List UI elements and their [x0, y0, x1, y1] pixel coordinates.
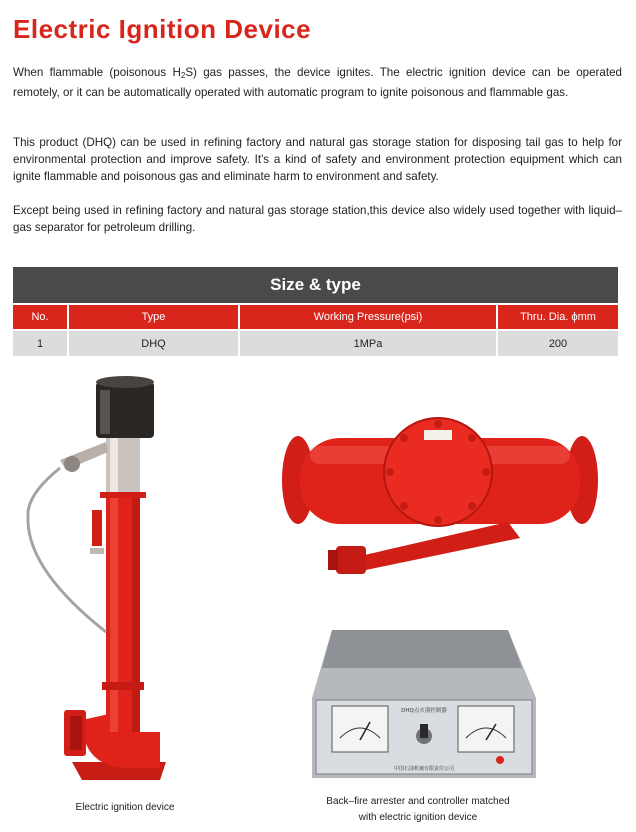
arrester-caption-line1: Back–fire arrester and controller matched — [326, 796, 510, 807]
header-pressure: Working Pressure(psi) — [240, 305, 498, 329]
cell-type: DHQ — [69, 331, 240, 356]
intro-text-start: When flammable (poisonous H — [13, 66, 181, 79]
header-type: Type — [69, 305, 240, 329]
cell-no: 1 — [13, 331, 69, 356]
h2-subscript: 2 — [180, 71, 186, 80]
table-header-row — [13, 305, 618, 329]
cell-pressure: 1MPa — [240, 331, 498, 356]
size-type-table — [13, 267, 618, 355]
page-title: Electric Ignition Device — [13, 14, 312, 44]
intro-text-end: S) gas passes, the device ignites. The electric ignition device can be operated remotely, or it can be automatically operated with automatic program to ignite poisonous and flammable gas. — [13, 66, 622, 99]
device-caption: Electric ignition device — [75, 802, 175, 813]
controller-label: DHQ点火器控制器 — [401, 708, 447, 714]
arrester-caption — [300, 794, 536, 826]
arrester-photo — [280, 410, 600, 600]
controller-maker-label: 中国石油机械有限责任公司 — [393, 766, 455, 772]
table-title: Size & type — [13, 267, 618, 303]
intro-paragraph — [13, 64, 622, 101]
usage-paragraph: This product (DHQ) can be used in refining factory and natural gas storage station for disposing tail gas to help for environmental protection and improve safety. It's a kind of safety and environment protection equipment which can ignite flammable and poisonous gas and eliminate harm to environment and safety. — [13, 136, 622, 183]
header-diameter: Thru. Dia. ϕmm — [498, 305, 618, 329]
ignition-device-photo — [20, 372, 180, 790]
cell-diameter: 200 — [498, 331, 618, 356]
header-no: No. — [13, 305, 69, 329]
table-row — [13, 331, 618, 355]
application-paragraph: Except being used in refining factory and natural gas storage station,this device also widely used together with liquid–gas separator for petroleum drilling. — [13, 204, 622, 234]
arrester-caption-line2: with electric ignition device — [358, 812, 478, 823]
controller-photo — [312, 628, 536, 778]
